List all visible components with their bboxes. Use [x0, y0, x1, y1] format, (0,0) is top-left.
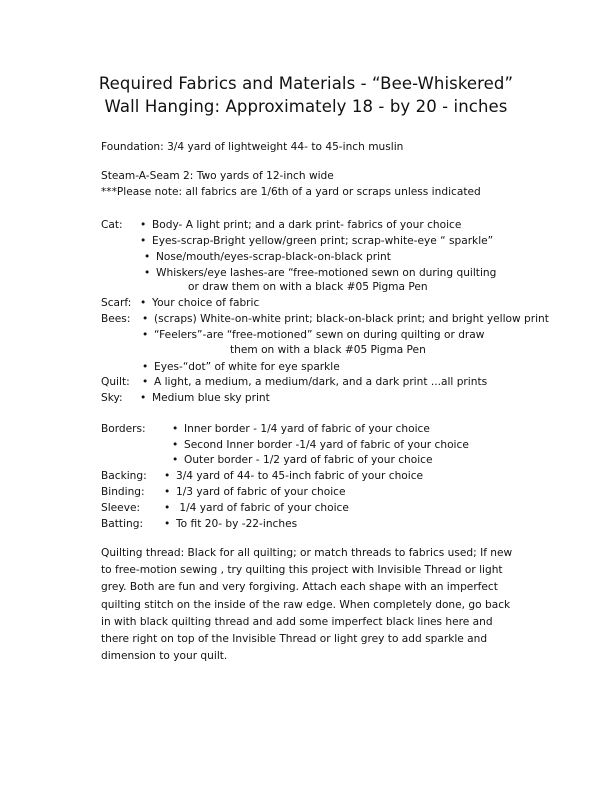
borders-item: • Outer border - 1/2 yard of fabric of your choice [172, 453, 433, 467]
backing-label: Backing: [101, 470, 147, 482]
scarf-item: • Your choice of fabric [140, 296, 259, 310]
binding-item: • 1/3 yard of fabric of your choice [164, 485, 346, 499]
sky-label: Sky: [101, 392, 123, 404]
cat-item: • Body- A light print; and a dark print- fabrics of your choice [140, 218, 461, 232]
bees-item: • Eyes-“dot” of white for eye sparkle [142, 360, 340, 374]
sleeve-label: Sleeve: [101, 502, 141, 514]
cat-continuation: or draw them on with a black #05 Pigma Pen [188, 281, 428, 293]
bees-item: • (scraps) White-on-white print; black-on-black print; and bright yellow print [142, 312, 549, 326]
quilt-label: Quilt: [101, 376, 130, 388]
borders-label: Borders: [101, 423, 146, 435]
scarf-label: Scarf: [101, 297, 132, 309]
cat-item: • Whiskers/eye lashes-are “free-motioned sewn on during quilting [144, 266, 496, 280]
steam-a-seam-line: Steam-A-Seam 2: Two yards of 12-inch wide [101, 170, 334, 182]
sleeve-item: • 1/4 yard of fabric of your choice [164, 501, 349, 515]
binding-label: Binding: [101, 486, 145, 498]
title-line-1: Required Fabrics and Materials - “Bee-Whiskered” [98, 74, 514, 93]
batting-label: Batting: [101, 518, 144, 530]
backing-item: • 3/4 yard of 44- to 45-inch fabric of your choice [164, 469, 423, 483]
note-line: ***Please note: all fabrics are 1/6th of a yard or scraps unless indicated [101, 186, 481, 198]
borders-item: • Inner border - 1/4 yard of fabric of your choice [172, 422, 430, 436]
borders-item: • Second Inner border -1/4 yard of fabric of your choice [172, 438, 469, 452]
cat-item: • Nose/mouth/eyes-scrap-black-on-black print [144, 250, 391, 264]
cat-item: • Eyes-scrap-Bright yellow/green print; scrap-white-eye “ sparkle” [140, 234, 493, 248]
bees-label: Bees: [101, 313, 131, 325]
bees-continuation: them on with a black #05 Pigma Pen [230, 344, 426, 356]
title-line-2: Wall Hanging: Approximately 18 - by 20 - inches [104, 97, 508, 116]
cat-label: Cat: [101, 219, 123, 231]
quilting-thread-paragraph: Quilting thread: Black for all quilting; or match threads to fabrics used; If new to free-motion sewing , try quilting this project with Invisible Thread or light grey. Both are fun and very forgiving. Attach each shape with an imperfect quilting stitch on the inside of the raw edge. When completely done, go back in with black quilting thread and add some imperfect black lines here and there right on top of the Invisible Thread or light grey to add sparkle and dimension to your quilt. [101, 547, 513, 663]
sky-item: • Medium blue sky print [140, 391, 270, 405]
foundation-line: Foundation: 3/4 yard of lightweight 44- to 45-inch muslin [101, 141, 404, 153]
bees-item: • “Feelers”-are “free-motioned” sewn on during quilting or draw [142, 328, 484, 342]
batting-item: • To fit 20- by -22-inches [164, 517, 297, 531]
quilt-item: • A light, a medium, a medium/dark, and a dark print ...all prints [142, 375, 487, 389]
